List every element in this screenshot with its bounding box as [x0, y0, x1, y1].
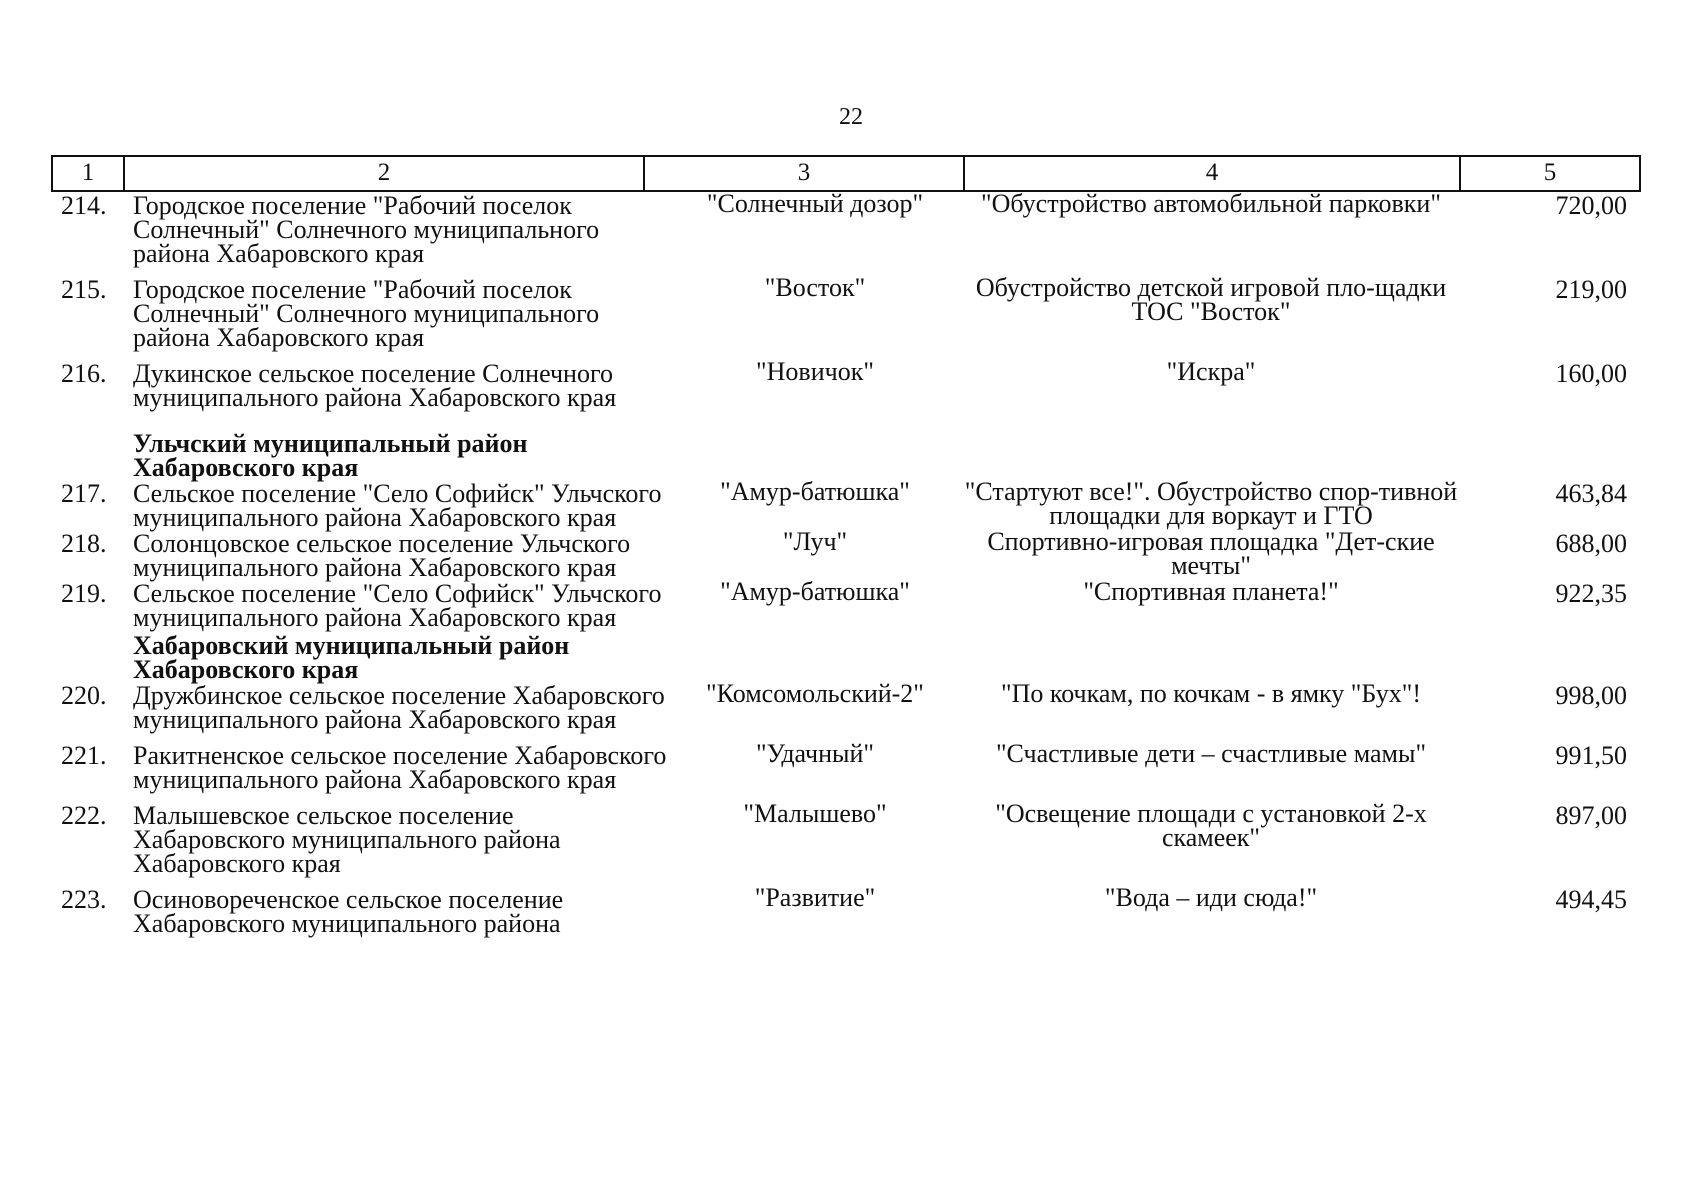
settlement-name: Городское поселение "Рабочий поселок Солнечный" Солнечного муниципального района Хабаровского края — [133, 275, 600, 352]
settlement-name: Осиновореченское сельское поселение Хабаровского муниципального района — [133, 885, 564, 938]
settlement-name: Городское поселение "Рабочий поселок Солнечный" Солнечного муниципального района Хабаровского края — [133, 191, 600, 268]
tos-name: "Новичок" — [756, 357, 874, 386]
settlement-name: Сельское поселение "Село Софийск" Ульчского муниципального района Хабаровского края — [133, 579, 662, 632]
settlement-name: Ракитненское сельское поселение Хабаровского муниципального района Хабаровского края — [133, 741, 667, 794]
settlement-name: Сельское поселение "Село Софийск" Ульчского муниципального района Хабаровского края — [133, 479, 662, 532]
amount: 991,50 — [1555, 741, 1627, 770]
tos-name: "Солнечный дозор" — [706, 189, 924, 218]
project-name: "Стартуют все!". Обустройство спор-тивной площадки для воркаут и ГТО — [964, 477, 1458, 530]
amount: 688,00 — [1555, 529, 1627, 558]
project-name: "Обустройство автомобильной парковки" — [981, 189, 1441, 218]
tos-name: "Удачный" — [755, 739, 875, 768]
settlement-name: Дукинское сельское поселение Солнечного муниципального района Хабаровского края — [133, 359, 617, 412]
project-name: "Счастливые дети – счастливые мамы" — [995, 739, 1427, 768]
row-number: 223. — [61, 885, 107, 914]
table-row — [51, 189, 1641, 268]
table-row — [51, 577, 1641, 632]
amount: 160,00 — [1555, 359, 1627, 388]
row-number: 214. — [61, 191, 107, 220]
header-col-4: 4 — [965, 157, 1461, 190]
table-row — [51, 799, 1641, 878]
tos-name: "Амур-батюшка" — [720, 577, 910, 606]
amount: 494,45 — [1555, 885, 1627, 914]
row-number: 218. — [61, 529, 107, 558]
table-row — [51, 679, 1641, 734]
header-col-5: 5 — [1543, 159, 1557, 186]
tos-name: "Малышево" — [743, 799, 887, 828]
amount: 897,00 — [1555, 801, 1627, 830]
amount: 998,00 — [1555, 681, 1627, 710]
section-title: Ульчский муниципальный район Хабаровского края — [133, 429, 528, 482]
header-col-1: 1 — [53, 157, 125, 190]
project-name: "Искра" — [1166, 357, 1256, 386]
row-number: 219. — [61, 579, 107, 608]
section-heading — [51, 429, 1641, 482]
tos-name: "Развитие" — [754, 883, 876, 912]
project-name: "Вода – иди сюда!" — [1104, 883, 1318, 912]
table-body — [51, 189, 1641, 938]
settlement-name: Солонцовское сельское поселение Ульчского муниципального района Хабаровского края — [133, 529, 631, 582]
project-name: "Спортивная планета!" — [1083, 577, 1339, 606]
page-number: 22 — [839, 104, 863, 130]
row-number: 220. — [61, 681, 107, 710]
tos-name: "Комсомольский-2" — [706, 679, 924, 708]
table-row — [51, 273, 1641, 352]
row-number: 215. — [61, 275, 107, 304]
row-number: 217. — [61, 479, 107, 508]
table-row — [51, 477, 1641, 532]
tos-name: "Луч" — [782, 527, 848, 556]
settlement-name: Малышевское сельское поселение Хабаровского муниципального района Хабаровского края — [133, 801, 561, 878]
table-row — [51, 739, 1641, 794]
section-heading — [51, 631, 1641, 684]
project-name: Спортивно-игровая площадка "Дет-ские мечты" — [987, 527, 1435, 580]
table-row — [51, 357, 1641, 412]
project-name: "Освещение площади с установкой 2-х скамеек" — [995, 799, 1427, 852]
row-number: 222. — [61, 801, 107, 830]
project-name: Обустройство детской игровой пло-щадки ТОС "Восток" — [975, 273, 1447, 326]
section-title: Хабаровский муниципальный район Хабаровского края — [133, 631, 570, 684]
settlement-name: Дружбинское сельское поселение Хабаровского муниципального района Хабаровского края — [133, 681, 665, 734]
table-row — [51, 883, 1641, 938]
amount: 463,84 — [1555, 479, 1627, 508]
header-col-2: 2 — [125, 157, 645, 190]
header-col-3: 3 — [645, 157, 965, 190]
project-name: "По кочкам, по кочкам - в ямку "Бух"! — [1001, 679, 1421, 708]
amount: 720,00 — [1555, 191, 1627, 220]
amount: 922,35 — [1555, 579, 1627, 608]
tos-name: "Амур-батюшка" — [720, 477, 910, 506]
table-row — [51, 527, 1641, 582]
row-number: 221. — [61, 741, 107, 770]
row-number: 216. — [61, 359, 107, 388]
table-header — [51, 155, 1641, 192]
tos-name: "Восток" — [764, 273, 866, 302]
amount: 219,00 — [1555, 275, 1627, 304]
